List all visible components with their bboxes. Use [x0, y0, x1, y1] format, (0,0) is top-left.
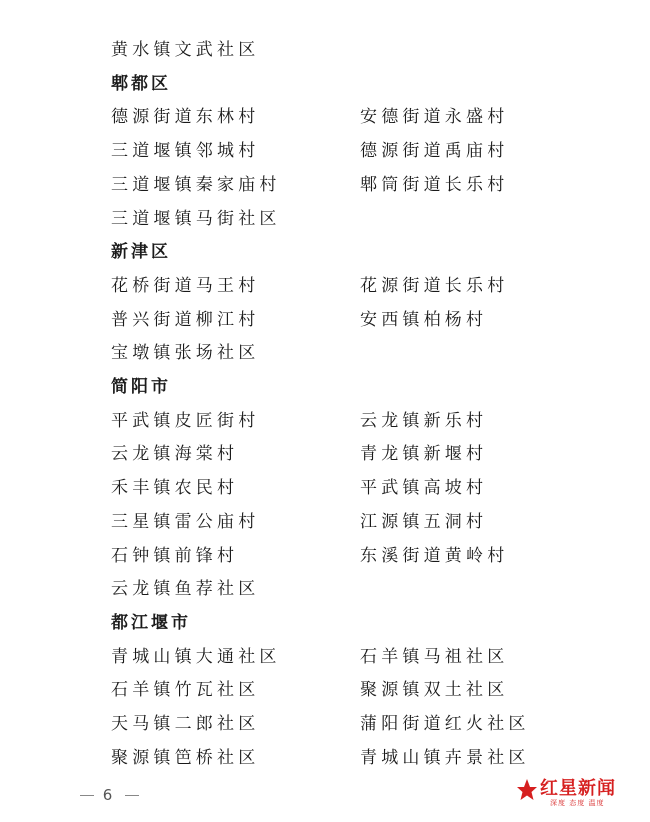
footer-dash-left [80, 795, 94, 796]
list-item: 禾丰镇农民村 [111, 478, 239, 499]
list-item: 宝墩镇张场社区 [111, 343, 260, 364]
list-item: 三道堰镇邻城村 [111, 141, 260, 162]
list-item: 黄水镇文武社区 [111, 40, 260, 60]
list-item: 石羊镇竹瓦社区 [111, 680, 260, 701]
watermark-brand: 红星新闻 [540, 778, 616, 799]
footer-dash-right [125, 795, 139, 796]
list-item: 聚源镇双土社区 [360, 680, 509, 701]
list-item: 安德街道永盛村 [360, 107, 509, 128]
list-item: 平武镇皮匠街村 [111, 410, 260, 431]
list-item: 三星镇雷公庙村 [111, 511, 260, 532]
list-item: 青城山镇大通社区 [111, 646, 281, 667]
section-heading: 简阳市 [111, 377, 171, 397]
red-star-logo-icon [516, 778, 538, 802]
list-item: 蒲阳街道红火社区 [360, 714, 530, 734]
list-item: 德源街道禹庙村 [360, 141, 509, 162]
section-heading: 都江堰市 [111, 612, 191, 633]
list-item: 花桥街道马王村 [111, 275, 260, 296]
watermark-tagline: 深度 态度 温度 [550, 799, 605, 807]
list-item: 花源街道长乐村 [360, 275, 509, 296]
list-item: 聚源镇笆桥社区 [111, 747, 260, 768]
list-item: 三道堰镇秦家庙村 [111, 174, 281, 195]
page-number: 6 [102, 786, 117, 804]
list-item: 平武镇高坡村 [360, 478, 488, 499]
list-item: 三道堰镇马街社区 [111, 208, 281, 229]
list-item: 天马镇二郎社区 [111, 714, 260, 734]
list-item: 普兴街道柳江村 [111, 309, 260, 330]
list-item: 德源街道东林村 [111, 107, 260, 128]
list-item: 云龙镇海棠村 [111, 444, 239, 465]
list-item: 云龙镇鱼荐社区 [111, 579, 260, 600]
list-item: 郫筒街道长乐村 [360, 174, 509, 195]
list-item: 东溪街道黄岭村 [360, 545, 509, 566]
list-item: 安西镇柏杨村 [360, 309, 488, 330]
page-footer [80, 786, 139, 804]
list-item: 青城山镇卉景社区 [360, 747, 530, 768]
list-item: 石钟镇前锋村 [111, 545, 239, 566]
list-item: 石羊镇马祖社区 [360, 646, 509, 667]
list-item: 江源镇五洞村 [360, 511, 488, 532]
list-item: 云龙镇新乐村 [360, 410, 488, 431]
section-heading: 新津区 [111, 242, 171, 263]
section-heading: 郫都区 [111, 73, 171, 94]
watermark [516, 776, 636, 810]
list-item: 青龙镇新堰村 [360, 444, 488, 465]
